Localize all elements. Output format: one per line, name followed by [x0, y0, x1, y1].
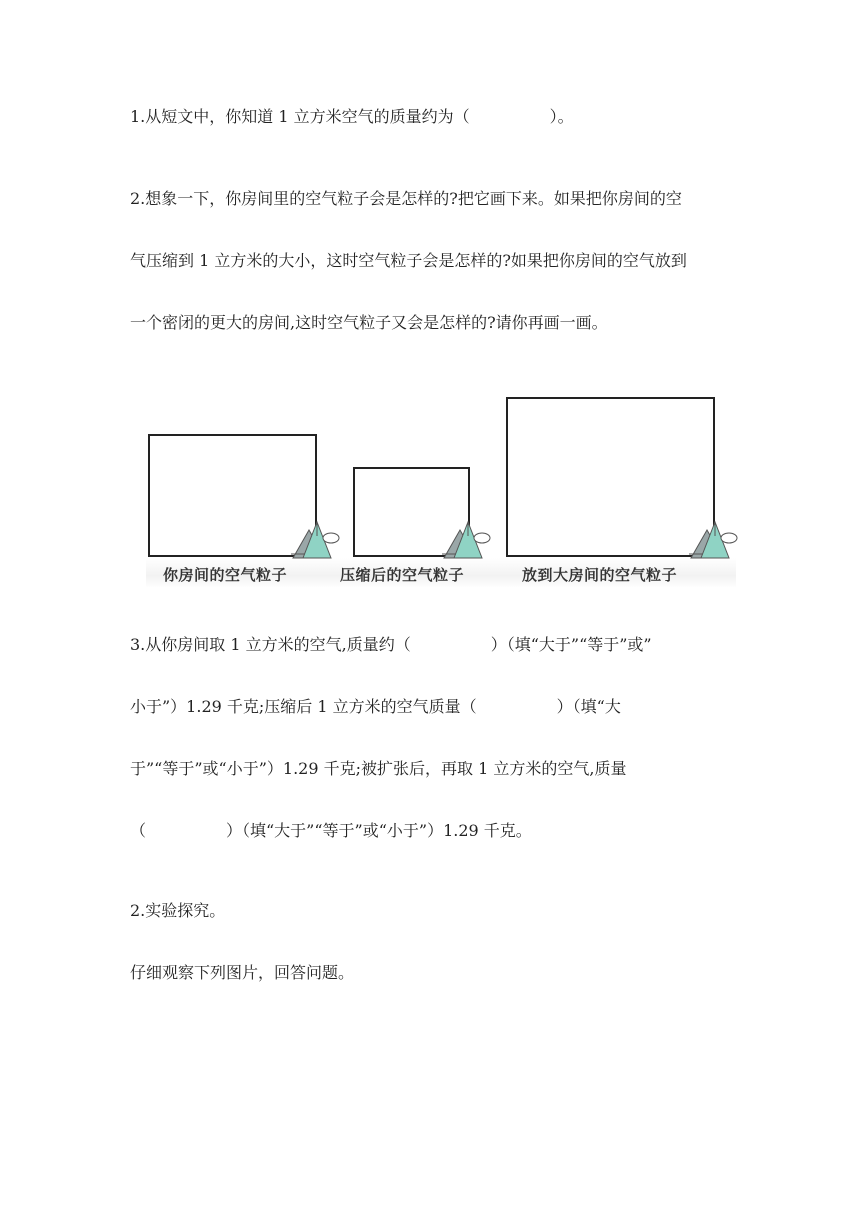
caption-large-room-particles: 放到大房间的空气粒子 — [522, 566, 678, 584]
section-2-instruction: 仔细观察下列图片，回答问题。 — [130, 963, 355, 982]
question-1-text: 1.从短文中，你知道 1 立方米空气的质量约为（ ）。 — [130, 107, 574, 126]
question-2-line-3: 一个密闭的更大的房间,这时空气粒子又会是怎样的?请你再画一画。 — [130, 313, 608, 332]
question-3-line-1: 3.从你房间取 1 立方米的空气,质量约（ ）（填“大于”“等于”或” — [130, 635, 652, 654]
question-3-line-3: 于”“等于”或“小于”）1.29 千克;被扩张后，再取 1 立方米的空气,质量 — [130, 759, 627, 778]
question-3-line-4: （ ）（填“大于”“等于”或“小于”）1.29 千克。 — [130, 821, 532, 840]
section-2-heading: 2.实验探究。 — [130, 901, 226, 920]
caption-room-particles: 你房间的空气粒子 — [163, 566, 288, 584]
mountain-cloud-icon — [440, 518, 492, 560]
caption-compressed-particles: 压缩后的空气粒子 — [340, 566, 465, 584]
question-2-line-1: 2.想象一下，你房间里的空气粒子会是怎样的?把它画下来。如果把你房间的空 — [130, 189, 682, 208]
mountain-cloud-icon — [289, 518, 341, 560]
question-3-line-2: 小于”）1.29 千克;压缩后 1 立方米的空气质量（ ）（填“大 — [130, 697, 621, 716]
drawing-box-large-room — [506, 397, 715, 557]
question-2-line-2: 气压缩到 1 立方米的大小，这时空气粒子会是怎样的?如果把你房间的空气放到 — [130, 251, 687, 270]
mountain-cloud-icon — [687, 518, 739, 560]
